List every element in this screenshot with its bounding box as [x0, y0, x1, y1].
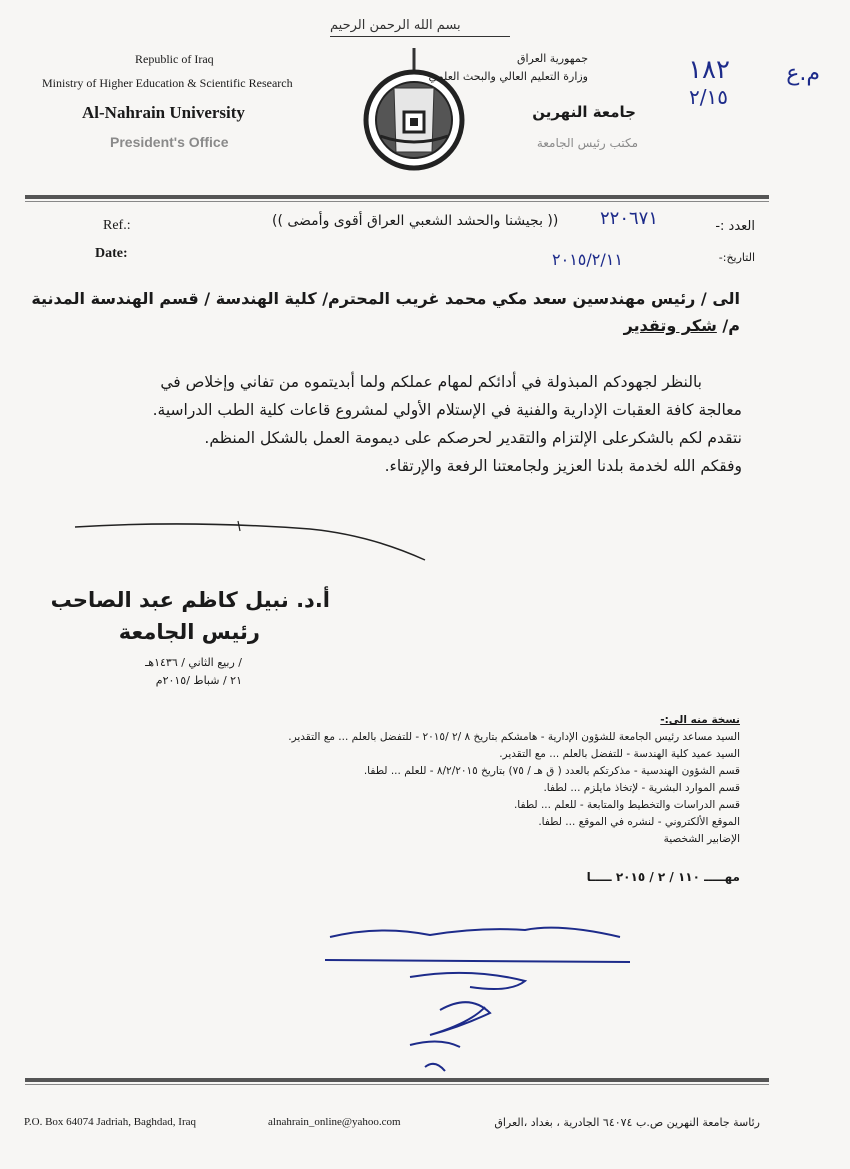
handwritten-annotation — [320, 915, 640, 1085]
handwritten-note-1: ١٨٢ — [688, 55, 730, 85]
header-ar-republic: جمهورية العراق — [516, 52, 588, 65]
body-line: بالنظر لجهودكم المبذولة في أدائكم لمهام عملكم ولما أبديتموه من تفاني وإخلاص في — [160, 373, 702, 391]
number-value: ٢٢٠٦٧١ — [600, 208, 659, 229]
mh-reference-line: مهـــــ ١١٠ / ٢ / ٢٠١٥ ـــــا — [586, 870, 740, 884]
cc-item: الإضابير الشخصية — [663, 833, 740, 845]
footer-ar-address: رئاسة جامعة النهرين ص.ب ٦٤٠٧٤ الجادرية ، بغداد ،العراق — [494, 1116, 760, 1129]
header-divider — [25, 195, 769, 199]
cc-item: السيد مساعد رئيس الجامعة للشؤون الإدارية - هامشكم بتاريخ ٨ /٢ /٢٠١٥ - للتفضل بالعلم ... مع التقدير. — [288, 731, 740, 743]
header-ar-office: مكتب رئيس الجامعة — [536, 136, 638, 150]
footer-divider — [25, 1078, 769, 1082]
signer-title: رئيس الجامعة — [118, 620, 260, 644]
hijri-date: / ربيع الثاني / ١٤٣٦هـ — [145, 656, 242, 669]
footer-po-box: P.O. Box 64074 Jadriah, Baghdad, Iraq — [24, 1116, 197, 1128]
header-en-republic: Republic of Iraq — [135, 52, 214, 66]
university-logo-icon — [360, 48, 468, 180]
cc-item: قسم الموارد البشرية - لإتخاذ مايلزم ... لطفا. — [543, 782, 740, 794]
motto: (( بجيشنا والحشد الشعبي العراق أقوى وأمضى )) — [272, 213, 559, 229]
cc-list — [140, 712, 740, 848]
cc-item: السيد عميد كلية الهندسة - للتفضل بالعلم ... مع التقدير. — [499, 748, 740, 760]
body-line: نتقدم لكم بالشكرعلى الإلتزام والتقدير لحرصكم على ديمومة العمل بالشكل المنظم. — [204, 429, 742, 447]
header-en-university: Al-Nahrain University — [82, 103, 245, 122]
footer-email: alnahrain_online@yahoo.com — [268, 1116, 401, 1128]
number-label: العدد :- — [715, 219, 755, 234]
body-line: وفقكم الله لخدمة بلدنا العزيز ولجامعتنا الرفعة والإرتقاء. — [384, 457, 742, 475]
date-value: ٢٠١٥/٢/١١ — [552, 250, 623, 269]
header-ar-university: جامعة النهرين — [532, 103, 636, 121]
header-en-ministry: Ministry of Higher Education & Scientific Research — [42, 76, 293, 90]
footer-divider-thin — [25, 1084, 769, 1085]
subject-text: شكر وتقدير — [623, 316, 717, 335]
ref-label-en: Ref.: — [103, 218, 131, 233]
cc-item: قسم الدراسات والتخطيط والمتابعة - للعلم ... لطفا. — [513, 799, 740, 811]
subject-prefix: م/ — [716, 316, 740, 335]
header-en-office: President's Office — [110, 134, 229, 150]
header-divider-thin — [25, 201, 769, 202]
body-line: معالجة كافة العقبات الإدارية والفنية في الإستلام الأولي لمشروع قاعات كلية الطب الدراسية. — [152, 401, 742, 419]
subject-line — [624, 316, 740, 335]
basmala-underline — [330, 36, 510, 37]
letter-body — [62, 368, 742, 480]
handwritten-note-3: م.ع — [786, 61, 820, 86]
gregorian-date: ٢١ / شباط /٢٠١٥م — [155, 674, 242, 687]
date-label-en: Date: — [95, 246, 128, 261]
cc-item: الموقع الألكتروني - لنشره في الموقع ... لطفا. — [538, 816, 740, 828]
addressee: الى / رئيس مهندسين سعد مكي محمد غريب المحترم/ كلية الهندسة / قسم الهندسة المدنية — [31, 289, 740, 308]
cc-title: نسخة منه الى:- — [660, 714, 740, 726]
signer-name: أ.د. نبيل كاظم عبد الصاحب — [50, 588, 330, 612]
cc-item: قسم الشؤون الهندسية - مذكرتكم بالعدد ( ق هـ / ٧٥) بتاريخ ٨/٢/٢٠١٥ - للعلم ... لطفا. — [363, 765, 740, 777]
header-ar-ministry: وزارة التعليم العالي والبحث العلمي — [428, 70, 588, 83]
date-label: التاريخ:- — [718, 251, 755, 264]
handwritten-note-2: ٢/١٥ — [689, 85, 728, 109]
basmala: بسم الله الرحمن الرحيم — [330, 18, 461, 33]
signature-stroke — [70, 515, 430, 565]
